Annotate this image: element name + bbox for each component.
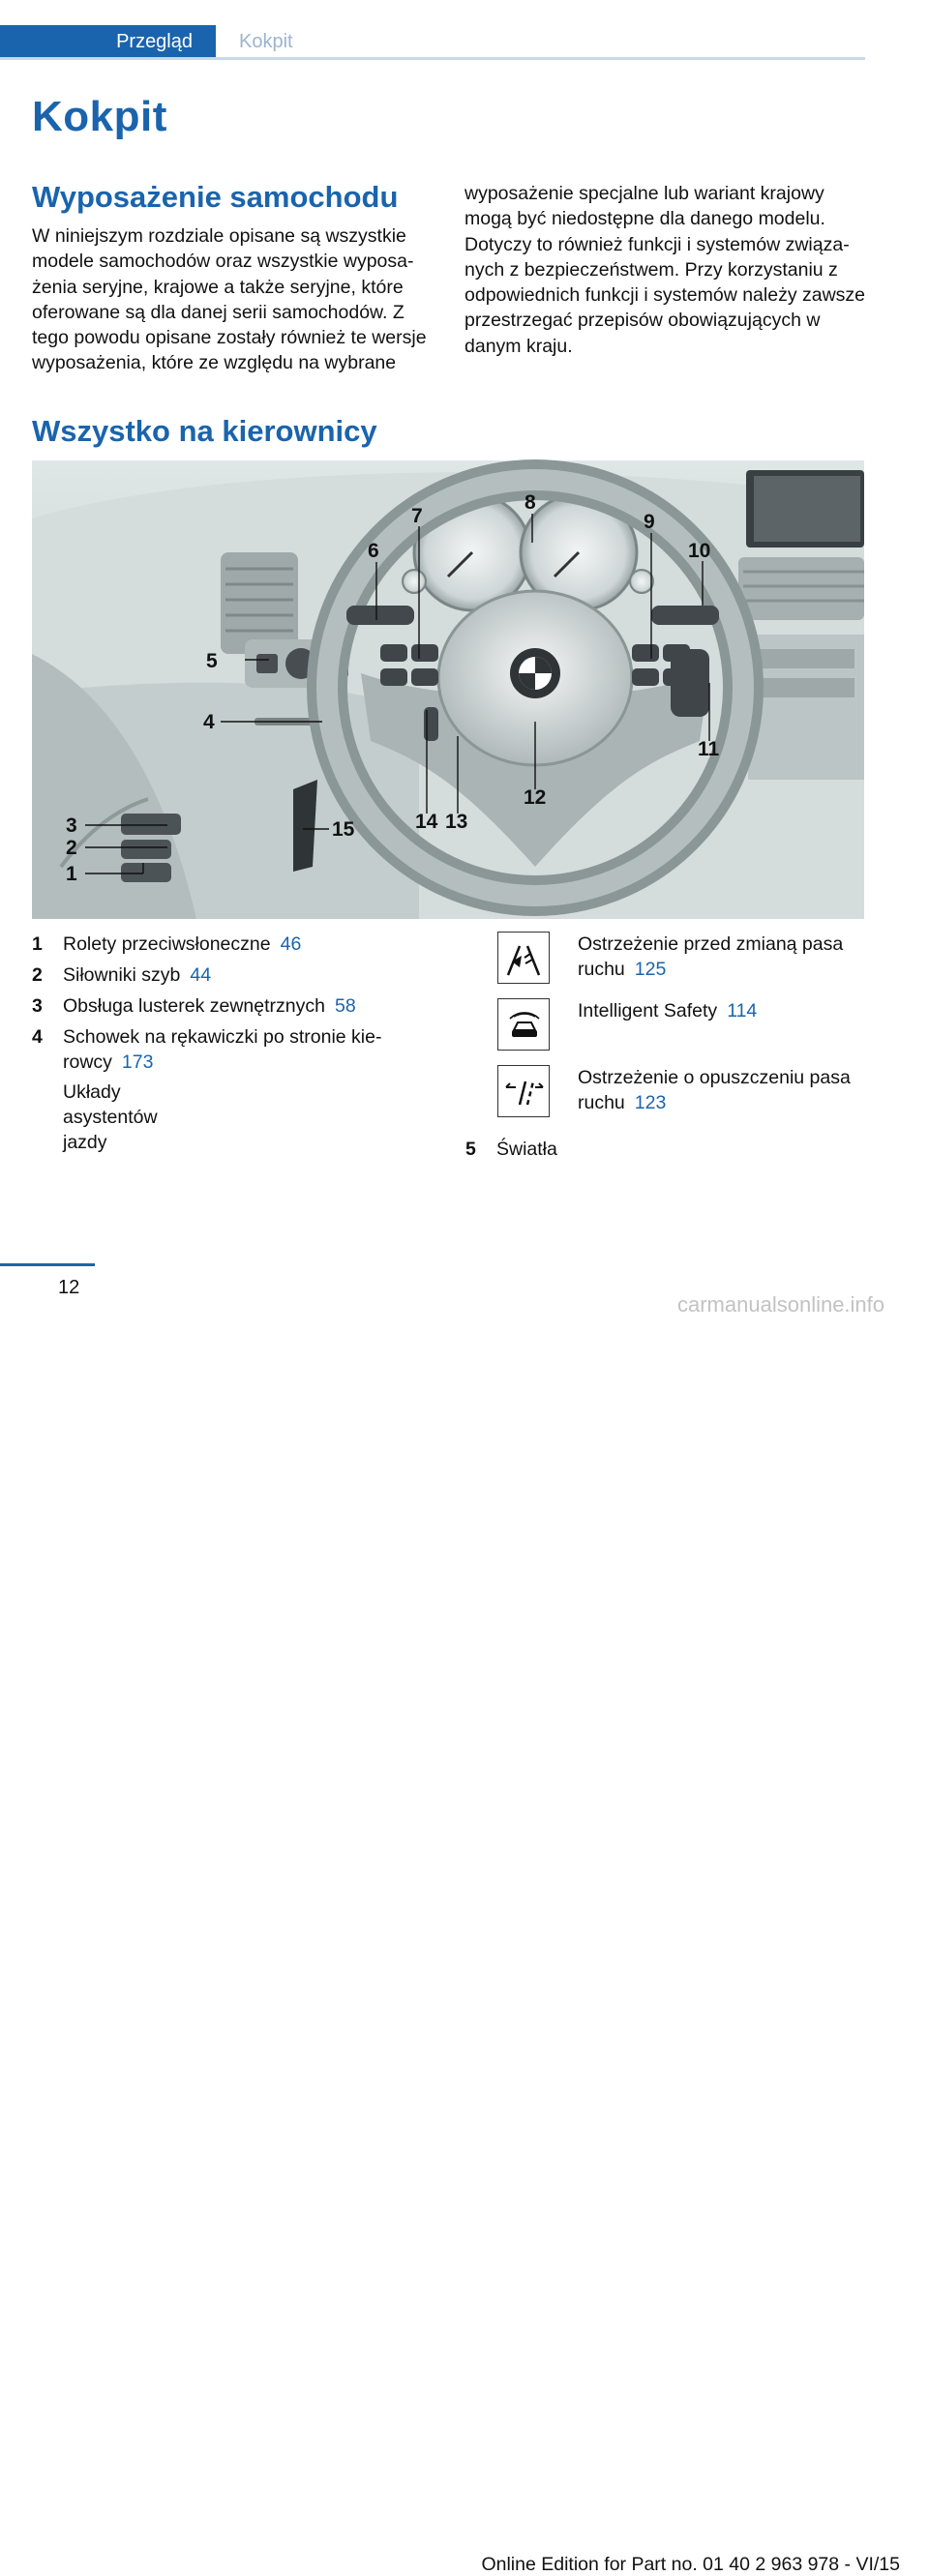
- footer-rule: [0, 1263, 95, 1266]
- tab-kokpit[interactable]: Kokpit: [239, 31, 293, 52]
- header-tabs: [0, 25, 865, 60]
- callout-7: 7: [411, 505, 423, 527]
- page-title: Kokpit: [32, 93, 167, 140]
- callout-8: 8: [524, 491, 536, 514]
- callout-9: 9: [644, 511, 655, 533]
- callout-5: 5: [206, 650, 218, 672]
- callout-14: 14: [415, 811, 438, 833]
- page-number: 12: [58, 1277, 80, 1298]
- page-link-123[interactable]: 123: [634, 1092, 667, 1113]
- equipment-heading: Wyposażenie samochodu: [32, 180, 399, 214]
- legend-sub-driver-assist: Układy asystentów jazdy: [63, 1081, 158, 1153]
- cockpit-illustration: [32, 460, 864, 919]
- page-link-58[interactable]: 58: [334, 995, 356, 1017]
- callout-12: 12: [524, 786, 547, 809]
- page-link-44[interactable]: 44: [190, 964, 212, 986]
- lane-change-warning-icon: [497, 932, 550, 984]
- intelligent-safety-icon: [497, 998, 550, 1051]
- equipment-text-right: wyposażenie specjalne lub wariant krajowy mogą być niedostępne dla danego modelu. Dotyczy to również funkcji i systemów związanych z bezpieczeństwem. Przy korzystaniu z odpowiednich funkcji i systemów należy zawsze przestrzegać przepisów obowiązujących w danym kraju.: [464, 183, 866, 357]
- equipment-text-left: W niniejszym rozdziale opisane są wszystkie modele samochodów oraz wszystkie wyposażenia seryjne, krajowe a także seryjne, które oferowane są dla danej serii samochodów. Z tego powodu opisane zostały również te wersje wyposażenia, które ze względu na wybrane: [32, 225, 427, 374]
- callout-2: 2: [66, 837, 77, 859]
- lane-departure-warning-icon: [497, 1065, 550, 1117]
- callout-10: 10: [688, 540, 711, 562]
- wheel-heading: Wszystko na kierownicy: [32, 414, 377, 448]
- callout-13: 13: [445, 811, 468, 833]
- callout-4: 4: [203, 711, 215, 733]
- watermark: carmanualsonline.info: [677, 1292, 885, 1317]
- header-rule: [0, 57, 865, 60]
- callout-6: 6: [368, 540, 379, 562]
- callout-11: 11: [698, 738, 720, 760]
- callout-1: 1: [66, 863, 77, 885]
- page-link-173[interactable]: 173: [121, 1051, 154, 1073]
- tab-przeglad[interactable]: Przegląd: [0, 25, 216, 60]
- callout-3: 3: [66, 814, 77, 837]
- page-link-114[interactable]: 114: [727, 1000, 758, 1022]
- callout-15: 15: [332, 818, 355, 841]
- footer-edition: Online Edition for Part no. 01 40 2 963 978 - VI/15: [481, 2554, 900, 2575]
- callout-labels: [32, 460, 864, 919]
- page-link-125[interactable]: 125: [634, 959, 667, 980]
- page-link-46[interactable]: 46: [280, 933, 302, 955]
